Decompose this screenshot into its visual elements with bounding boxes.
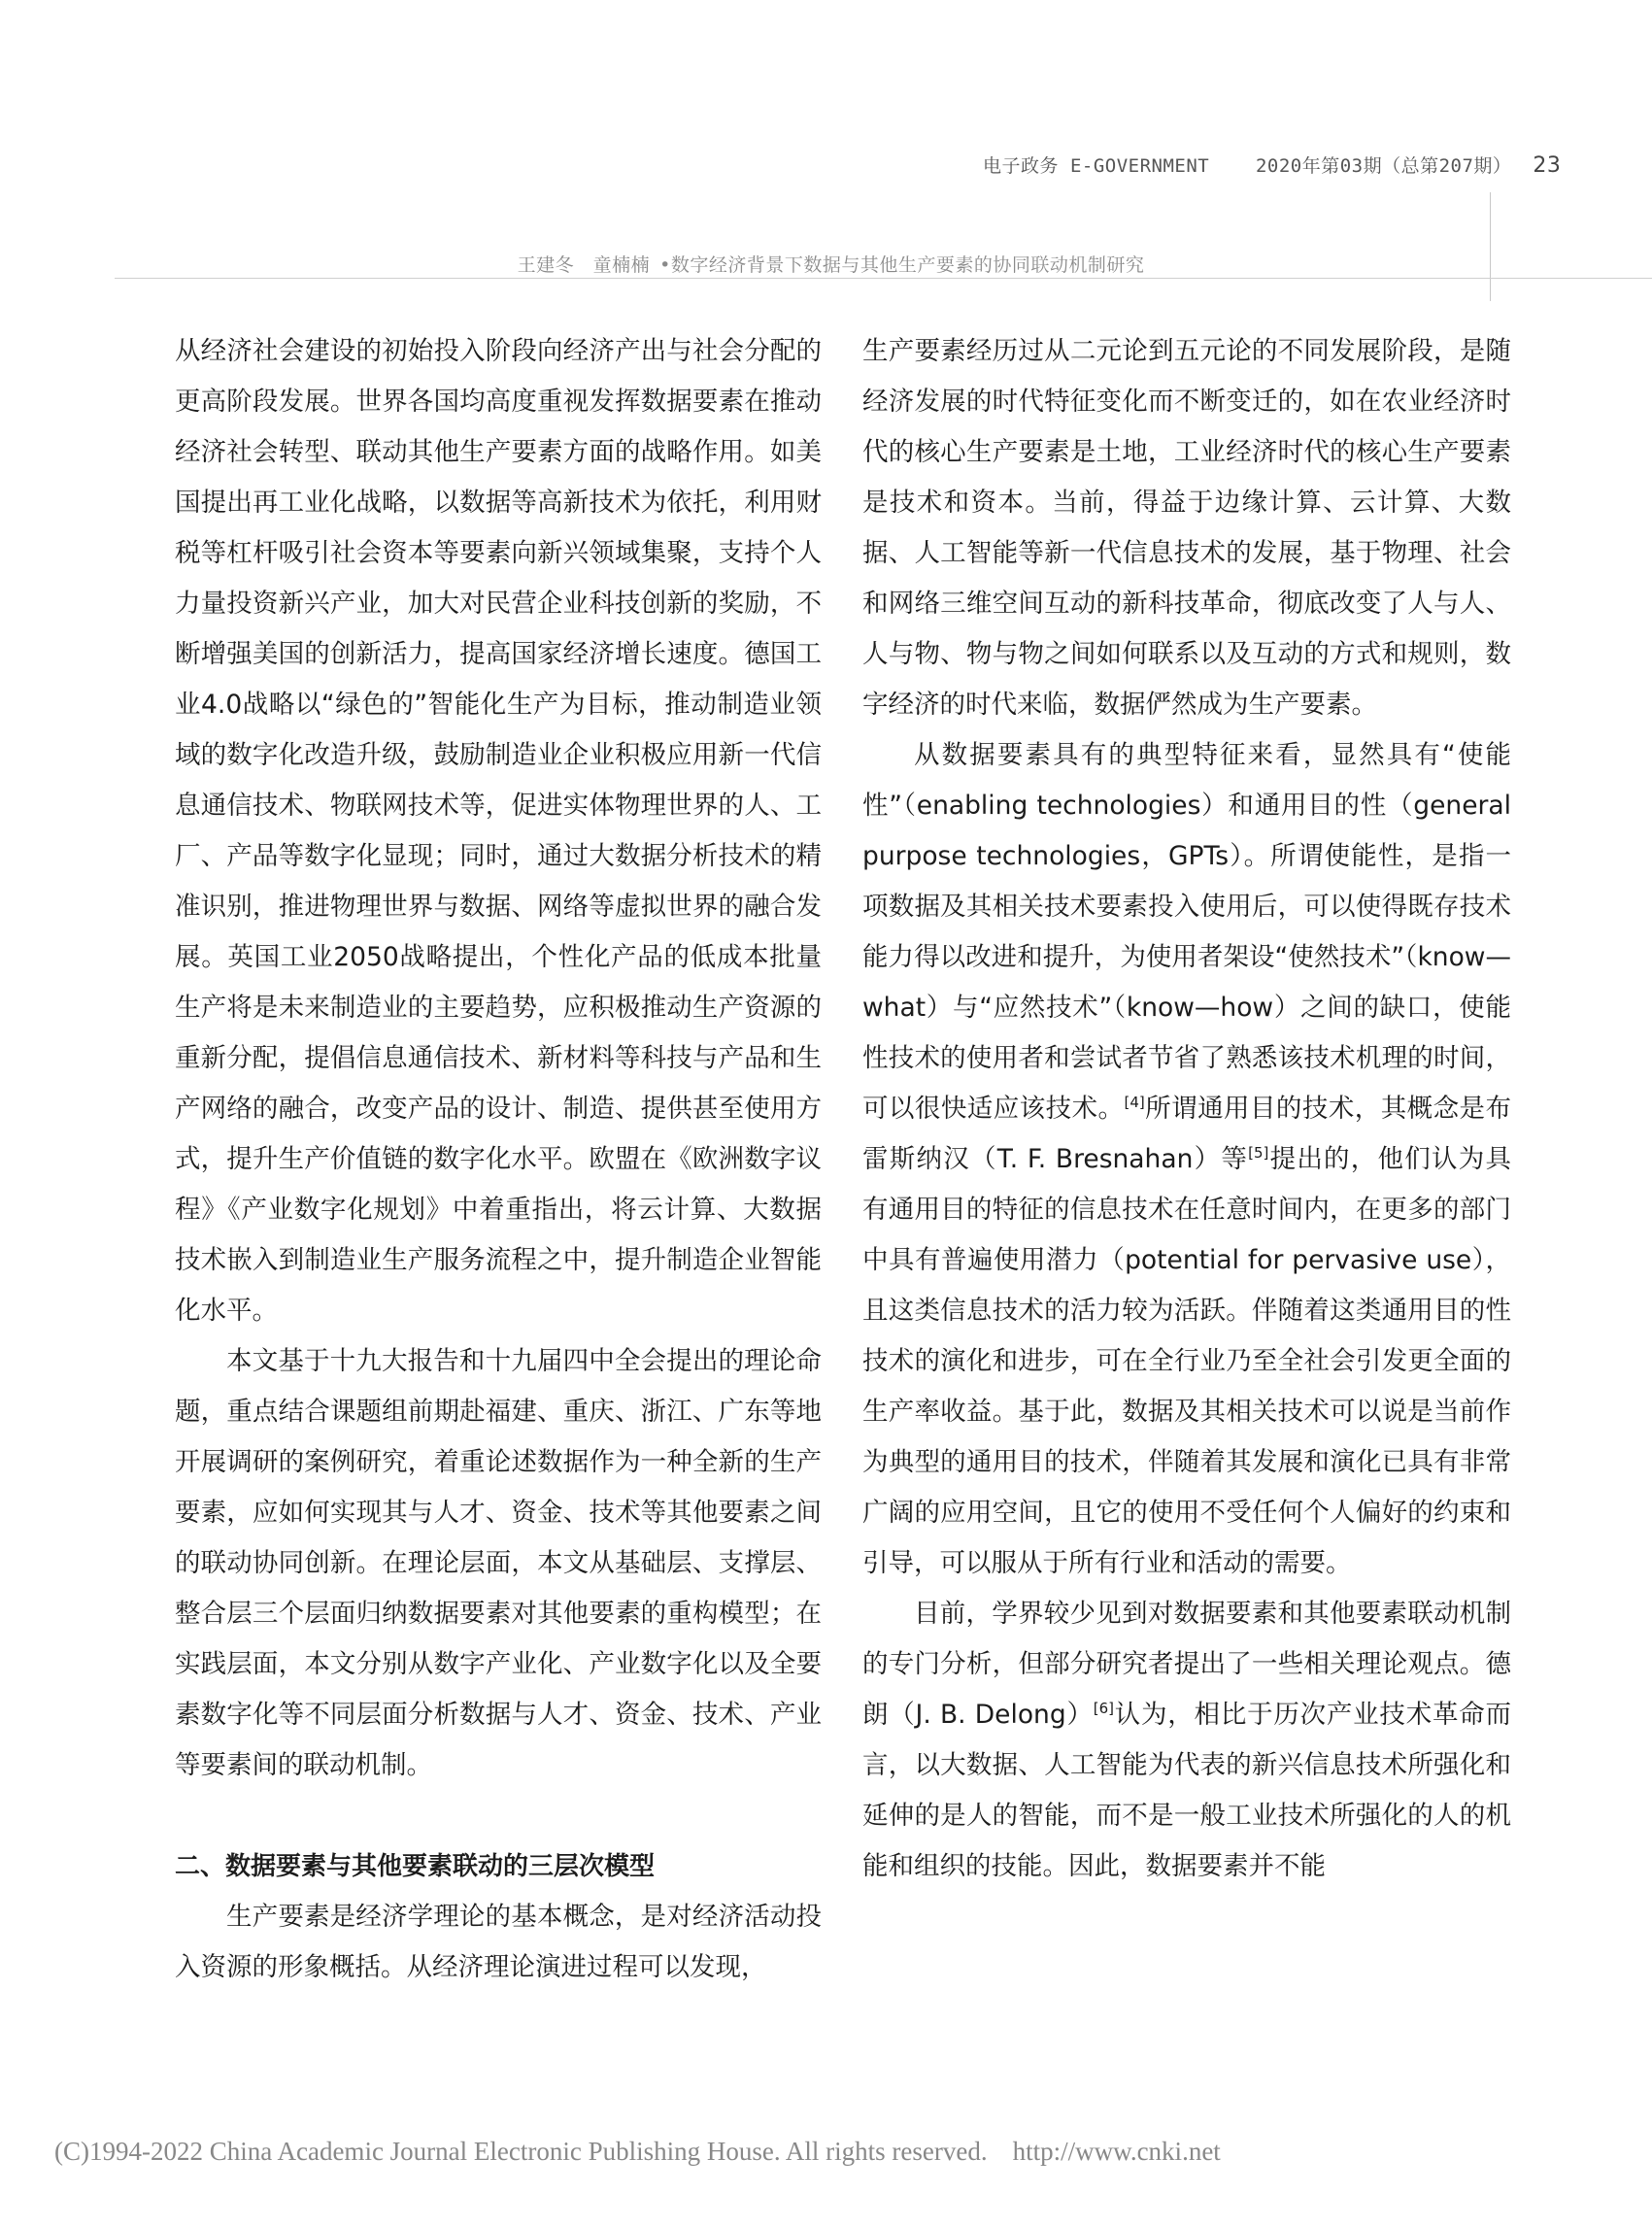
right-paragraph-2-part-b: 所谓通用目的技术，其概念是布雷斯纳汉（T. F. Bresnahan）等 xyxy=(862,1094,1512,1174)
section-gap xyxy=(175,1791,822,1841)
right-paragraph-3-part-a: 目前，学界较少见到对数据要素和其他要素联动机制的专门分析，但部分研究者提出了一些相关理论观点。德朗（J. B. Delong） xyxy=(862,1599,1511,1730)
right-paragraph-3 xyxy=(862,1589,1511,1892)
running-title-text: •数字经济背景下数据与其他生产要素的协同联动机制研究 xyxy=(659,254,1145,276)
citation-4: [4] xyxy=(1124,1094,1145,1112)
left-column xyxy=(175,326,822,1993)
right-paragraph-1: 生产要素经历过从二元论到五元论的不同发展阶段，是随经济发展的时代特征变化而不断变迁的，如在农业经济时代的核心生产要素是土地，工业经济时代的核心生产要素是技术和资本。当前，得益于边缘计算、云计算、大数据、人工智能等新一代信息技术的发展，基于物理、社会和网络三维空间互动的新科技革命，彻底改变了人与人、人与物、物与物之间如何联系以及互动的方式和规则，数字经济的时代来临，数据俨然成为生产要素。 xyxy=(862,336,1511,720)
right-paragraph-2 xyxy=(862,730,1511,1589)
citation-5: [5] xyxy=(1248,1144,1269,1163)
page-number: 23 xyxy=(1533,153,1562,178)
right-paragraph-3-part-b: 认为，相比于历次产业技术革命而言，以大数据、人工智能为代表的新兴信息技术所强化和延伸的是人的智能，而不是一般工业技术所强化的人的机能和组织的技能。因此，数据要素并不能 xyxy=(862,1700,1512,1881)
issue-label: 2020年第03期（总第207期） xyxy=(1255,155,1512,177)
right-paragraph-2-part-c: 提出的，他们认为具有通用目的特征的信息技术在任意时间内，在更多的部门中具有普遍使用潜力（potential for pervasive use），且这类信息技术的活力较为活跃。伴随着这类通用目的性技术的演化和进步，可在全行业乃至全社会引发更全面的生产率收益。基于此，数据及其相关技术可以说是当前作为典型的通用目的技术，伴随着其发展和演化已具有非常广阔的应用空间，且它的使用不受任何个人偏好的约束和引导，可以服从于所有行业和活动的需要。 xyxy=(862,1144,1511,1578)
right-column xyxy=(862,326,1511,1892)
copyright-footer xyxy=(54,2137,1221,2167)
copyright-text: (C)1994-2022 China Academic Journal Electronic Publishing House. All rights reserved. xyxy=(54,2137,988,2166)
journal-name: 电子政务 E-GOVERNMENT xyxy=(983,155,1210,177)
left-paragraph-1: 从经济社会建设的初始投入阶段向经济产出与社会分配的更高阶段发展。世界各国均高度重视发挥数据要素在推动经济社会转型、联动其他生产要素方面的战略作用。如美国提出再工业化战略，以数据等高新技术为依托，利用财税等杠杆吸引社会资本等要素向新兴领域集聚，支持个人力量投资新兴产业，加大对民营企业科技创新的奖励，不断增强美国的创新活力，提高国家经济增长速度。德国工业4.0战略以“绿色的”智能化生产为目标，推动制造业领域的数字化改造升级，鼓励制造业企业积极应用新一代信息通信技术、物联网技术等，促进实体物理世界的人、工厂、产品等数字化显现；同时，通过大数据分析技术的精准识别，推进物理世界与数据、网络等虚拟世界的融合发展。英国工业2050战略提出，个性化产品的低成本批量生产将是未来制造业的主要趋势，应积极推动生产资源的重新分配，提倡信息通信技术、新材料等科技与产品和生产网络的融合，改变产品的设计、制造、提供甚至使用方式，提升生产价值链的数字化水平。欧盟在《欧洲数字议程》《产业数字化规划》中着重指出，将云计算、大数据技术嵌入到制造业生产服务流程之中，提升制造企业智能化水平。 xyxy=(175,336,822,1326)
citation-6: [6] xyxy=(1093,1700,1114,1718)
journal-header xyxy=(983,152,1561,178)
running-title xyxy=(0,251,1652,277)
right-paragraph-2-part-a: 从数据要素具有的典型特征来看，显然具有“使能性”（enabling technologies）和通用目的性（general purpose technologies，GPTs）。所谓使能性，是指一项数据及其相关技术要素投入使用后，可以使得既存技术能力得以改进和提升，为使用者架设“使然技术”（know—what）与“应然技术”（know—how）之间的缺口，使能性技术的使用者和尝试者节省了熟悉该技术机理的时间，可以很快适应该技术。 xyxy=(862,740,1511,1124)
cnki-url: http://www.cnki.net xyxy=(1012,2137,1221,2166)
header-rule xyxy=(115,278,1652,279)
running-title-authors: 王建冬 童楠楠 xyxy=(517,254,651,276)
left-paragraph-2: 本文基于十九大报告和十九届四中全会提出的理论命题，重点结合课题组前期赴福建、重庆、浙江、广东等地开展调研的案例研究，着重论述数据作为一种全新的生产要素，应如何实现其与人才、资金、技术等其他要素之间的联动协同创新。在理论层面，本文从基础层、支撑层、整合层三个层面归纳数据要素对其他要素的重构模型；在实践层面，本文分别从数字产业化、产业数字化以及全要素数字化等不同层面分析数据与人才、资金、技术、产业等要素间的联动机制。 xyxy=(175,1346,822,1780)
section-heading: 二、数据要素与其他要素联动的三层次模型 xyxy=(175,1852,656,1881)
header-vertical-rule xyxy=(1490,192,1491,301)
left-paragraph-3: 生产要素是经济学理论的基本概念，是对经济活动投入资源的形象概括。从经济理论演进过程可以发现， xyxy=(175,1902,822,1982)
